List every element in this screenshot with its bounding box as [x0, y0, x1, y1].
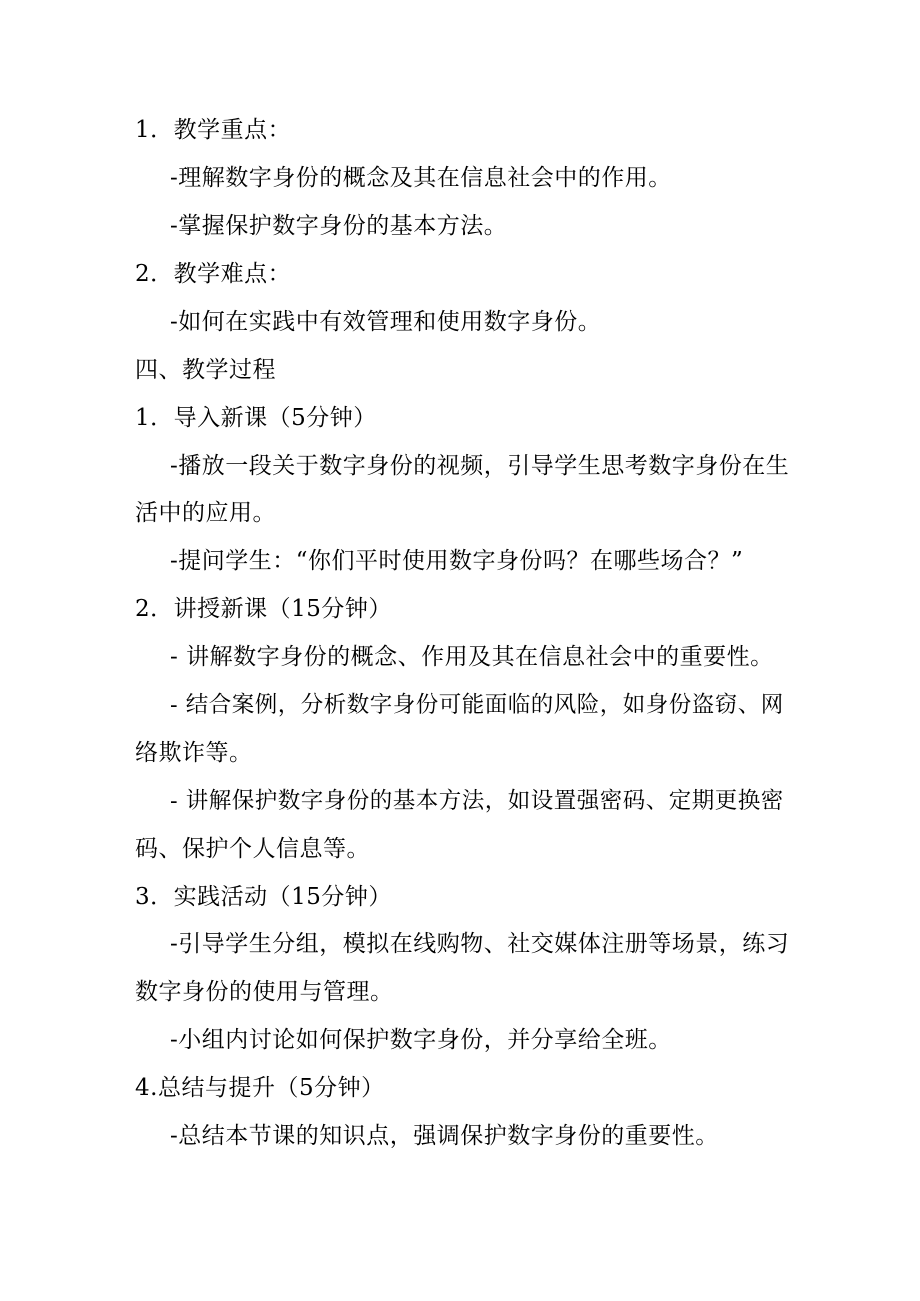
paragraph-line: -引导学生分组，模拟在线购物、社交媒体注册等场景，练习	[170, 931, 790, 957]
paragraph-line: 数字身份的使用与管理。	[135, 979, 394, 1005]
paragraph-line: 码、保护个人信息等。	[135, 836, 370, 862]
paragraph-line: - 讲解保护数字身份的基本方法，如设置强密码、定期更换密	[170, 788, 784, 814]
paragraph-line: -播放一段关于数字身份的视频，引导学生思考数字身份在生	[170, 453, 790, 479]
paragraph-line: 络欺诈等。	[135, 740, 253, 766]
heading-practice-activity: 3．实践活动（15分钟）	[135, 884, 392, 910]
section-heading-teaching-process: 四、教学过程	[135, 357, 276, 383]
paragraph-line: -如何在实践中有效管理和使用数字身份。	[170, 309, 602, 335]
paragraph-line: -提问学生：“你们平时使用数字身份吗？在哪些场合？”	[170, 548, 744, 574]
heading-difficult-points: 2．教学难点：	[135, 261, 292, 287]
paragraph-line: - 讲解数字身份的概念、作用及其在信息社会中的重要性。	[170, 644, 774, 670]
paragraph-line: -掌握保护数字身份的基本方法。	[170, 213, 508, 239]
heading-key-points: 1．教学重点：	[135, 117, 292, 143]
heading-summary: 4.总结与提升（5分钟）	[135, 1075, 385, 1101]
paragraph-line: -总结本节课的知识点，强调保护数字身份的重要性。	[170, 1123, 719, 1149]
paragraph-line: 活中的应用。	[135, 500, 276, 526]
paragraph-line: -小组内讨论如何保护数字身份，并分享给全班。	[170, 1027, 672, 1053]
paragraph-line: -理解数字身份的概念及其在信息社会中的作用。	[170, 165, 672, 191]
paragraph-line: - 结合案例，分析数字身份可能面临的风险，如身份盗窃、网	[170, 692, 784, 718]
heading-new-lesson: 2．讲授新课（15分钟）	[135, 596, 392, 622]
heading-introduction: 1．导入新课（5分钟）	[135, 405, 377, 431]
